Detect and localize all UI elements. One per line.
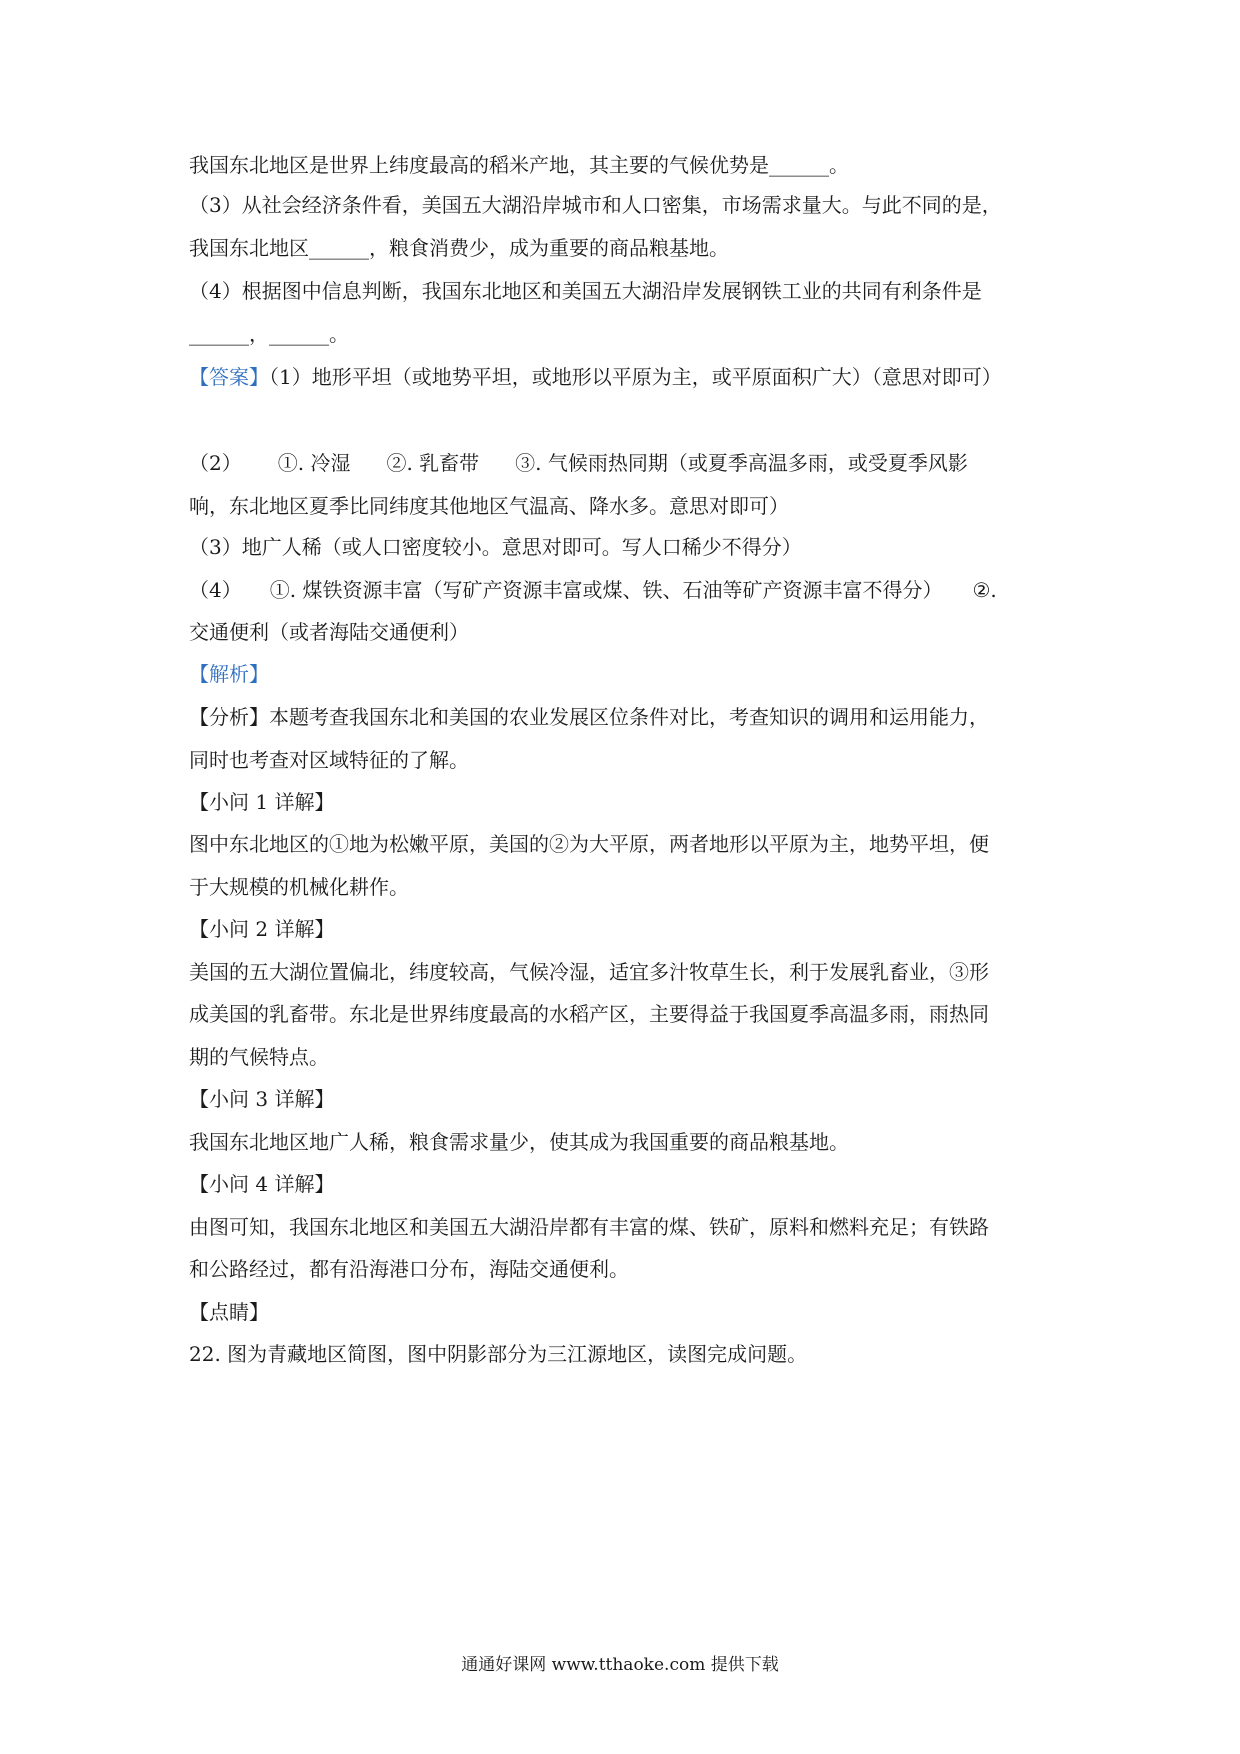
subquestion-3-detail: 我国东北地区地广人稀，粮食需求量少，使其成为我国重要的商品粮基地。: [189, 1130, 849, 1154]
answer-2-part-1: ①. 冷湿: [277, 451, 351, 475]
subquestion-1-detail-line-2: 于大规模的机械化耕作。: [189, 875, 409, 899]
answer-2-part-3: ③. 气候雨热同期（或夏季高温多雨，或受夏季风影: [515, 451, 968, 475]
question-22-intro: 22. 图为青藏地区简图，图中阴影部分为三江源地区，读图完成问题。: [189, 1342, 808, 1366]
answer-4-line-2: 交通便利（或者海陆交通便利）: [189, 620, 469, 644]
answer-line-1: [189, 362, 1059, 392]
answer-4-part-2: ②.: [972, 578, 997, 602]
subquestion-4-detail-line-2: 和公路经过，都有沿海港口分布，海陆交通便利。: [189, 1257, 629, 1281]
answer-2-line-2: 响，东北地区夏季比同纬度其他地区气温高、降水多。意思对即可）: [189, 494, 789, 518]
analysis-summary-line-2: 同时也考查对区域特征的了解。: [189, 748, 469, 772]
subquestion-1-heading: 【小问 1 详解】: [189, 790, 335, 814]
subquestion-2-detail-line-3: 期的气候特点。: [189, 1045, 329, 1069]
answer-2-label: （2）: [189, 451, 242, 475]
answer-3: （3）地广人稀（或人口密度较小。意思对即可。写人口稀少不得分）: [189, 535, 802, 559]
answer-4-part-1: ①. 煤铁资源丰富（写矿产资源丰富或煤、铁、石油等矿产资源丰富不得分）: [269, 578, 943, 602]
dianjing-heading: 【点睛】: [189, 1300, 269, 1324]
subquestion-4-heading: 【小问 4 详解】: [189, 1172, 335, 1196]
answer-2-line-1: [189, 448, 1059, 478]
subquestion-2-detail-line-2: 成美国的乳畜带。东北是世界纬度最高的水稻产区，主要得益于我国夏季高温多雨，雨热同: [189, 1002, 989, 1026]
subquestion-3-heading: 【小问 3 详解】: [189, 1087, 335, 1111]
question-2-tail: 我国东北地区是世界上纬度最高的稻米产地，其主要的气候优势是______。: [189, 153, 849, 177]
analysis-summary-line-1: 【分析】本题考查我国东北和美国的农业发展区位条件对比，考查知识的调用和运用能力，: [189, 705, 989, 729]
answer-tag: 【答案】: [189, 365, 269, 389]
subquestion-2-heading: 【小问 2 详解】: [189, 917, 335, 941]
answer-4-line-1: [189, 575, 1059, 605]
question-3-line-1: （3）从社会经济条件看，美国五大湖沿岸城市和人口密集，市场需求量大。与此不同的是，: [189, 193, 1002, 217]
answer-1-text: （1）地形平坦（或地势平坦，或地形以平原为主，或平原面积广大）（意思对即可）: [269, 365, 1002, 389]
answer-4-label: （4）: [189, 578, 242, 602]
subquestion-4-detail-line-1: 由图可知，我国东北地区和美国五大湖沿岸都有丰富的煤、铁矿，原料和燃料充足；有铁路: [189, 1215, 989, 1239]
page-footer: 通通好课网 www.tthaoke.com 提供下载: [461, 1655, 779, 1675]
question-4-line-1: （4）根据图中信息判断，我国东北地区和美国五大湖沿岸发展钢铁工业的共同有利条件是: [189, 279, 982, 303]
question-3-line-2: 我国东北地区______，粮食消费少，成为重要的商品粮基地。: [189, 236, 729, 260]
question-4-line-2: ______，______。: [189, 322, 349, 346]
analysis-tag: 【解析】: [189, 662, 269, 686]
answer-2-part-2: ②. 乳畜带: [386, 451, 480, 475]
subquestion-1-detail-line-1: 图中东北地区的①地为松嫩平原，美国的②为大平原，两者地形以平原为主，地势平坦，便: [189, 832, 989, 856]
subquestion-2-detail-line-1: 美国的五大湖位置偏北，纬度较高，气候冷湿，适宜多汁牧草生长，利于发展乳畜业，③形: [189, 960, 989, 984]
